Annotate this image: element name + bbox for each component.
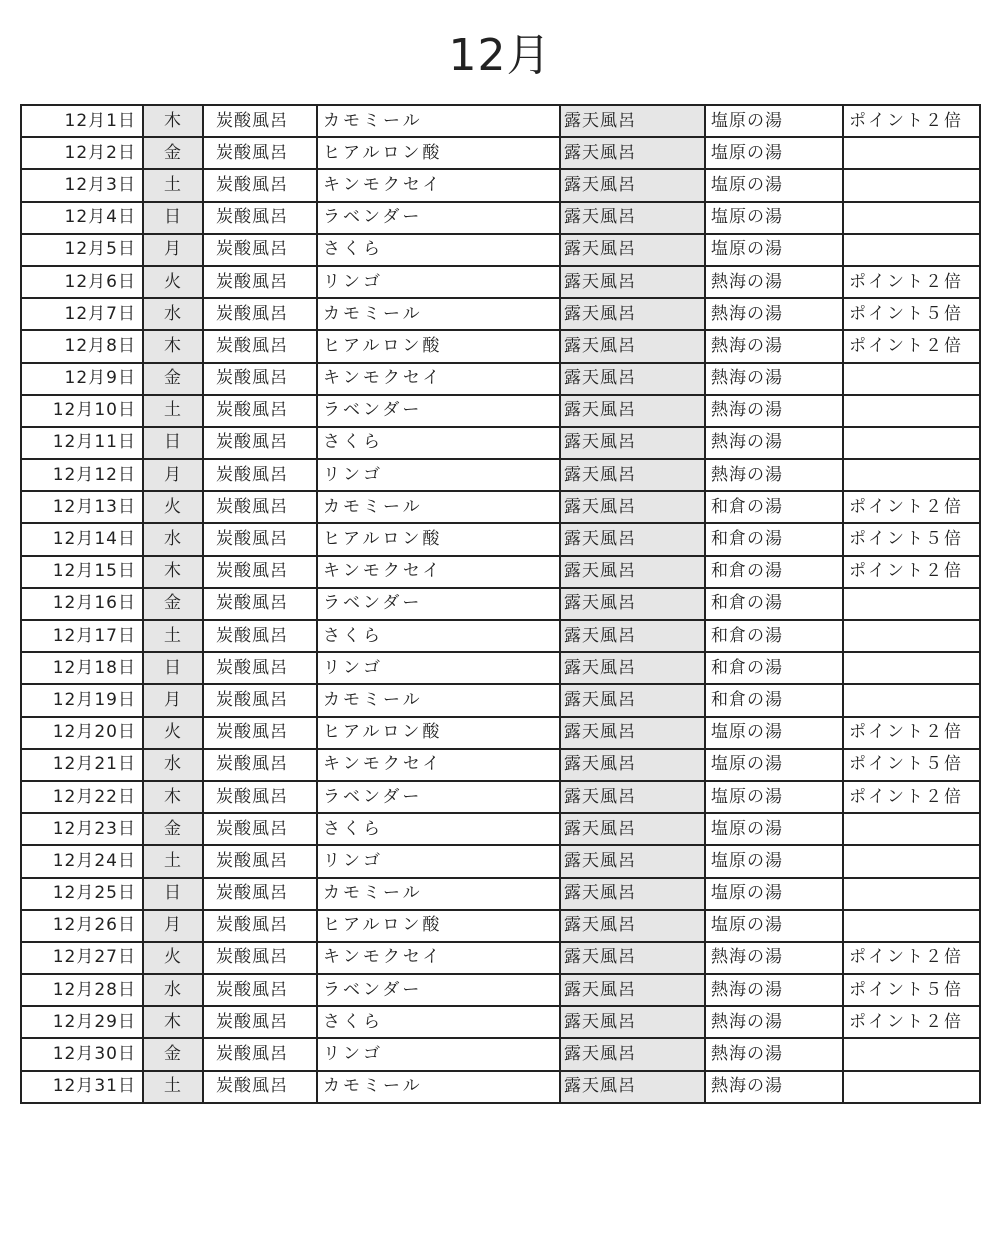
hot-spring-cell: 和倉の湯: [705, 684, 843, 716]
point-bonus-cell: ポイント２倍: [843, 556, 980, 588]
scent-cell: ヒアルロン酸: [317, 910, 560, 942]
open-air-bath-cell: 露天風呂: [560, 395, 705, 427]
date-cell: 12月2日: [21, 137, 143, 169]
weekday-cell: 金: [143, 137, 203, 169]
bath-type-cell: 炭酸風呂: [203, 427, 317, 459]
bath-type-cell: 炭酸風呂: [203, 459, 317, 491]
weekday-cell: 日: [143, 427, 203, 459]
point-bonus-cell: ポイント５倍: [843, 749, 980, 781]
point-bonus-cell: ポイント５倍: [843, 298, 980, 330]
scent-cell: キンモクセイ: [317, 169, 560, 201]
point-bonus-cell: [843, 1071, 980, 1103]
bath-type-cell: 炭酸風呂: [203, 910, 317, 942]
scent-cell: リンゴ: [317, 266, 560, 298]
hot-spring-cell: 和倉の湯: [705, 556, 843, 588]
point-bonus-cell: [843, 684, 980, 716]
table-row: [21, 105, 980, 137]
scent-cell: カモミール: [317, 105, 560, 137]
open-air-bath-cell: 露天風呂: [560, 684, 705, 716]
point-bonus-cell: [843, 234, 980, 266]
bath-type-cell: 炭酸風呂: [203, 169, 317, 201]
open-air-bath-cell: 露天風呂: [560, 363, 705, 395]
weekday-cell: 金: [143, 813, 203, 845]
point-bonus-cell: ポイント２倍: [843, 491, 980, 523]
open-air-bath-cell: 露天風呂: [560, 266, 705, 298]
bath-type-cell: 炭酸風呂: [203, 491, 317, 523]
open-air-bath-cell: 露天風呂: [560, 330, 705, 362]
weekday-cell: 水: [143, 523, 203, 555]
bath-type-cell: 炭酸風呂: [203, 652, 317, 684]
point-bonus-cell: [843, 652, 980, 684]
hot-spring-cell: 熱海の湯: [705, 942, 843, 974]
weekday-cell: 火: [143, 491, 203, 523]
scent-cell: カモミール: [317, 298, 560, 330]
table-row: [21, 459, 980, 491]
date-cell: 12月6日: [21, 266, 143, 298]
scent-cell: カモミール: [317, 491, 560, 523]
bath-type-cell: 炭酸風呂: [203, 974, 317, 1006]
date-cell: 12月18日: [21, 652, 143, 684]
point-bonus-cell: ポイント２倍: [843, 266, 980, 298]
bath-type-cell: 炭酸風呂: [203, 556, 317, 588]
bath-type-cell: 炭酸風呂: [203, 266, 317, 298]
bath-type-cell: 炭酸風呂: [203, 1071, 317, 1103]
hot-spring-cell: 塩原の湯: [705, 169, 843, 201]
table-row: [21, 588, 980, 620]
open-air-bath-cell: 露天風呂: [560, 459, 705, 491]
open-air-bath-cell: 露天風呂: [560, 523, 705, 555]
date-cell: 12月11日: [21, 427, 143, 459]
schedule-body: [21, 105, 980, 1103]
table-row: [21, 684, 980, 716]
point-bonus-cell: [843, 137, 980, 169]
schedule-table: [20, 104, 981, 1104]
open-air-bath-cell: 露天風呂: [560, 1038, 705, 1070]
open-air-bath-cell: 露天風呂: [560, 845, 705, 877]
table-row: [21, 523, 980, 555]
open-air-bath-cell: 露天風呂: [560, 427, 705, 459]
weekday-cell: 火: [143, 942, 203, 974]
scent-cell: キンモクセイ: [317, 363, 560, 395]
table-row: [21, 813, 980, 845]
page-title: 12月: [448, 30, 552, 81]
bath-type-cell: 炭酸風呂: [203, 363, 317, 395]
bath-type-cell: 炭酸風呂: [203, 234, 317, 266]
scent-cell: リンゴ: [317, 1038, 560, 1070]
hot-spring-cell: 塩原の湯: [705, 781, 843, 813]
date-cell: 12月3日: [21, 169, 143, 201]
date-cell: 12月5日: [21, 234, 143, 266]
date-cell: 12月22日: [21, 781, 143, 813]
table-row: [21, 878, 980, 910]
date-cell: 12月12日: [21, 459, 143, 491]
hot-spring-cell: 熱海の湯: [705, 974, 843, 1006]
open-air-bath-cell: 露天風呂: [560, 169, 705, 201]
weekday-cell: 日: [143, 202, 203, 234]
weekday-cell: 日: [143, 878, 203, 910]
bath-type-cell: 炭酸風呂: [203, 717, 317, 749]
weekday-cell: 木: [143, 1006, 203, 1038]
date-cell: 12月26日: [21, 910, 143, 942]
scent-cell: ラベンダー: [317, 588, 560, 620]
hot-spring-cell: 熱海の湯: [705, 1071, 843, 1103]
date-cell: 12月8日: [21, 330, 143, 362]
table-row: [21, 556, 980, 588]
open-air-bath-cell: 露天風呂: [560, 1006, 705, 1038]
weekday-cell: 土: [143, 845, 203, 877]
weekday-cell: 水: [143, 974, 203, 1006]
table-row: [21, 298, 980, 330]
point-bonus-cell: [843, 588, 980, 620]
weekday-cell: 木: [143, 556, 203, 588]
bath-type-cell: 炭酸風呂: [203, 813, 317, 845]
date-cell: 12月17日: [21, 620, 143, 652]
point-bonus-cell: [843, 910, 980, 942]
point-bonus-cell: [843, 620, 980, 652]
scent-cell: キンモクセイ: [317, 556, 560, 588]
date-cell: 12月30日: [21, 1038, 143, 1070]
open-air-bath-cell: 露天風呂: [560, 974, 705, 1006]
table-row: [21, 330, 980, 362]
hot-spring-cell: 熱海の湯: [705, 427, 843, 459]
table-row: [21, 266, 980, 298]
hot-spring-cell: 塩原の湯: [705, 234, 843, 266]
point-bonus-cell: [843, 395, 980, 427]
bath-type-cell: 炭酸風呂: [203, 749, 317, 781]
open-air-bath-cell: 露天風呂: [560, 813, 705, 845]
hot-spring-cell: 塩原の湯: [705, 878, 843, 910]
hot-spring-cell: 熱海の湯: [705, 459, 843, 491]
bath-type-cell: 炭酸風呂: [203, 523, 317, 555]
hot-spring-cell: 熱海の湯: [705, 330, 843, 362]
open-air-bath-cell: 露天風呂: [560, 620, 705, 652]
scent-cell: さくら: [317, 813, 560, 845]
hot-spring-cell: 塩原の湯: [705, 749, 843, 781]
open-air-bath-cell: 露天風呂: [560, 1071, 705, 1103]
date-cell: 12月15日: [21, 556, 143, 588]
scent-cell: カモミール: [317, 1071, 560, 1103]
scent-cell: ヒアルロン酸: [317, 330, 560, 362]
bath-type-cell: 炭酸風呂: [203, 620, 317, 652]
point-bonus-cell: [843, 813, 980, 845]
bath-type-cell: 炭酸風呂: [203, 298, 317, 330]
hot-spring-cell: 和倉の湯: [705, 652, 843, 684]
bath-type-cell: 炭酸風呂: [203, 105, 317, 137]
point-bonus-cell: [843, 845, 980, 877]
hot-spring-cell: 塩原の湯: [705, 813, 843, 845]
date-cell: 12月7日: [21, 298, 143, 330]
scent-cell: さくら: [317, 620, 560, 652]
open-air-bath-cell: 露天風呂: [560, 878, 705, 910]
bath-type-cell: 炭酸風呂: [203, 202, 317, 234]
scent-cell: カモミール: [317, 684, 560, 716]
scent-cell: ヒアルロン酸: [317, 137, 560, 169]
weekday-cell: 木: [143, 781, 203, 813]
scent-cell: キンモクセイ: [317, 942, 560, 974]
scent-cell: キンモクセイ: [317, 749, 560, 781]
hot-spring-cell: 熱海の湯: [705, 1006, 843, 1038]
scent-cell: ヒアルロン酸: [317, 523, 560, 555]
weekday-cell: 水: [143, 749, 203, 781]
table-row: [21, 169, 980, 201]
table-row: [21, 652, 980, 684]
weekday-cell: 日: [143, 652, 203, 684]
hot-spring-cell: 塩原の湯: [705, 717, 843, 749]
scent-cell: さくら: [317, 234, 560, 266]
bath-type-cell: 炭酸風呂: [203, 588, 317, 620]
date-cell: 12月19日: [21, 684, 143, 716]
hot-spring-cell: 熱海の湯: [705, 1038, 843, 1070]
date-cell: 12月29日: [21, 1006, 143, 1038]
open-air-bath-cell: 露天風呂: [560, 588, 705, 620]
weekday-cell: 月: [143, 910, 203, 942]
open-air-bath-cell: 露天風呂: [560, 556, 705, 588]
date-cell: 12月14日: [21, 523, 143, 555]
scent-cell: さくら: [317, 427, 560, 459]
weekday-cell: 金: [143, 588, 203, 620]
point-bonus-cell: [843, 169, 980, 201]
hot-spring-cell: 和倉の湯: [705, 588, 843, 620]
table-row: [21, 202, 980, 234]
point-bonus-cell: ポイント５倍: [843, 974, 980, 1006]
hot-spring-cell: 熱海の湯: [705, 298, 843, 330]
date-cell: 12月16日: [21, 588, 143, 620]
weekday-cell: 土: [143, 169, 203, 201]
bath-type-cell: 炭酸風呂: [203, 330, 317, 362]
open-air-bath-cell: 露天風呂: [560, 491, 705, 523]
weekday-cell: 火: [143, 717, 203, 749]
table-row: [21, 942, 980, 974]
date-cell: 12月24日: [21, 845, 143, 877]
scent-cell: ラベンダー: [317, 202, 560, 234]
table-row: [21, 781, 980, 813]
date-cell: 12月27日: [21, 942, 143, 974]
date-cell: 12月4日: [21, 202, 143, 234]
point-bonus-cell: [843, 363, 980, 395]
date-cell: 12月25日: [21, 878, 143, 910]
hot-spring-cell: 塩原の湯: [705, 137, 843, 169]
date-cell: 12月1日: [21, 105, 143, 137]
date-cell: 12月10日: [21, 395, 143, 427]
weekday-cell: 月: [143, 234, 203, 266]
date-cell: 12月13日: [21, 491, 143, 523]
point-bonus-cell: [843, 459, 980, 491]
open-air-bath-cell: 露天風呂: [560, 942, 705, 974]
point-bonus-cell: ポイント２倍: [843, 330, 980, 362]
hot-spring-cell: 熱海の湯: [705, 363, 843, 395]
scent-cell: カモミール: [317, 878, 560, 910]
table-row: [21, 491, 980, 523]
table-row: [21, 845, 980, 877]
hot-spring-cell: 和倉の湯: [705, 523, 843, 555]
weekday-cell: 水: [143, 298, 203, 330]
scent-cell: ラベンダー: [317, 974, 560, 1006]
table-row: [21, 234, 980, 266]
weekday-cell: 木: [143, 330, 203, 362]
open-air-bath-cell: 露天風呂: [560, 652, 705, 684]
bath-type-cell: 炭酸風呂: [203, 878, 317, 910]
weekday-cell: 火: [143, 266, 203, 298]
weekday-cell: 土: [143, 620, 203, 652]
hot-spring-cell: 熱海の湯: [705, 395, 843, 427]
weekday-cell: 金: [143, 363, 203, 395]
table-row: [21, 1038, 980, 1070]
table-row: [21, 974, 980, 1006]
open-air-bath-cell: 露天風呂: [560, 298, 705, 330]
table-row: [21, 1071, 980, 1103]
hot-spring-cell: 和倉の湯: [705, 491, 843, 523]
hot-spring-cell: 塩原の湯: [705, 845, 843, 877]
weekday-cell: 月: [143, 684, 203, 716]
scent-cell: さくら: [317, 1006, 560, 1038]
weekday-cell: 土: [143, 395, 203, 427]
point-bonus-cell: [843, 1038, 980, 1070]
table-row: [21, 427, 980, 459]
table-row: [21, 620, 980, 652]
open-air-bath-cell: 露天風呂: [560, 202, 705, 234]
table-row: [21, 137, 980, 169]
bath-type-cell: 炭酸風呂: [203, 781, 317, 813]
date-cell: 12月9日: [21, 363, 143, 395]
date-cell: 12月23日: [21, 813, 143, 845]
point-bonus-cell: ポイント２倍: [843, 717, 980, 749]
weekday-cell: 金: [143, 1038, 203, 1070]
table-row: [21, 395, 980, 427]
bath-type-cell: 炭酸風呂: [203, 684, 317, 716]
bath-type-cell: 炭酸風呂: [203, 1038, 317, 1070]
scent-cell: リンゴ: [317, 845, 560, 877]
date-cell: 12月31日: [21, 1071, 143, 1103]
point-bonus-cell: ポイント２倍: [843, 105, 980, 137]
bath-type-cell: 炭酸風呂: [203, 137, 317, 169]
bath-type-cell: 炭酸風呂: [203, 1006, 317, 1038]
point-bonus-cell: ポイント５倍: [843, 523, 980, 555]
table-row: [21, 749, 980, 781]
date-cell: 12月21日: [21, 749, 143, 781]
scent-cell: ラベンダー: [317, 781, 560, 813]
weekday-cell: 木: [143, 105, 203, 137]
point-bonus-cell: ポイント２倍: [843, 1006, 980, 1038]
scent-cell: リンゴ: [317, 459, 560, 491]
scent-cell: リンゴ: [317, 652, 560, 684]
hot-spring-cell: 熱海の湯: [705, 266, 843, 298]
open-air-bath-cell: 露天風呂: [560, 717, 705, 749]
open-air-bath-cell: 露天風呂: [560, 749, 705, 781]
weekday-cell: 月: [143, 459, 203, 491]
bath-type-cell: 炭酸風呂: [203, 942, 317, 974]
open-air-bath-cell: 露天風呂: [560, 105, 705, 137]
point-bonus-cell: ポイント２倍: [843, 942, 980, 974]
point-bonus-cell: [843, 202, 980, 234]
scent-cell: ヒアルロン酸: [317, 717, 560, 749]
open-air-bath-cell: 露天風呂: [560, 781, 705, 813]
hot-spring-cell: 塩原の湯: [705, 910, 843, 942]
hot-spring-cell: 塩原の湯: [705, 105, 843, 137]
date-cell: 12月20日: [21, 717, 143, 749]
scent-cell: ラベンダー: [317, 395, 560, 427]
table-row: [21, 363, 980, 395]
table-row: [21, 910, 980, 942]
weekday-cell: 土: [143, 1071, 203, 1103]
date-cell: 12月28日: [21, 974, 143, 1006]
table-row: [21, 1006, 980, 1038]
point-bonus-cell: [843, 878, 980, 910]
hot-spring-cell: 塩原の湯: [705, 202, 843, 234]
open-air-bath-cell: 露天風呂: [560, 910, 705, 942]
open-air-bath-cell: 露天風呂: [560, 137, 705, 169]
open-air-bath-cell: 露天風呂: [560, 234, 705, 266]
point-bonus-cell: ポイント２倍: [843, 781, 980, 813]
table-row: [21, 717, 980, 749]
point-bonus-cell: [843, 427, 980, 459]
bath-type-cell: 炭酸風呂: [203, 395, 317, 427]
bath-type-cell: 炭酸風呂: [203, 845, 317, 877]
hot-spring-cell: 和倉の湯: [705, 620, 843, 652]
